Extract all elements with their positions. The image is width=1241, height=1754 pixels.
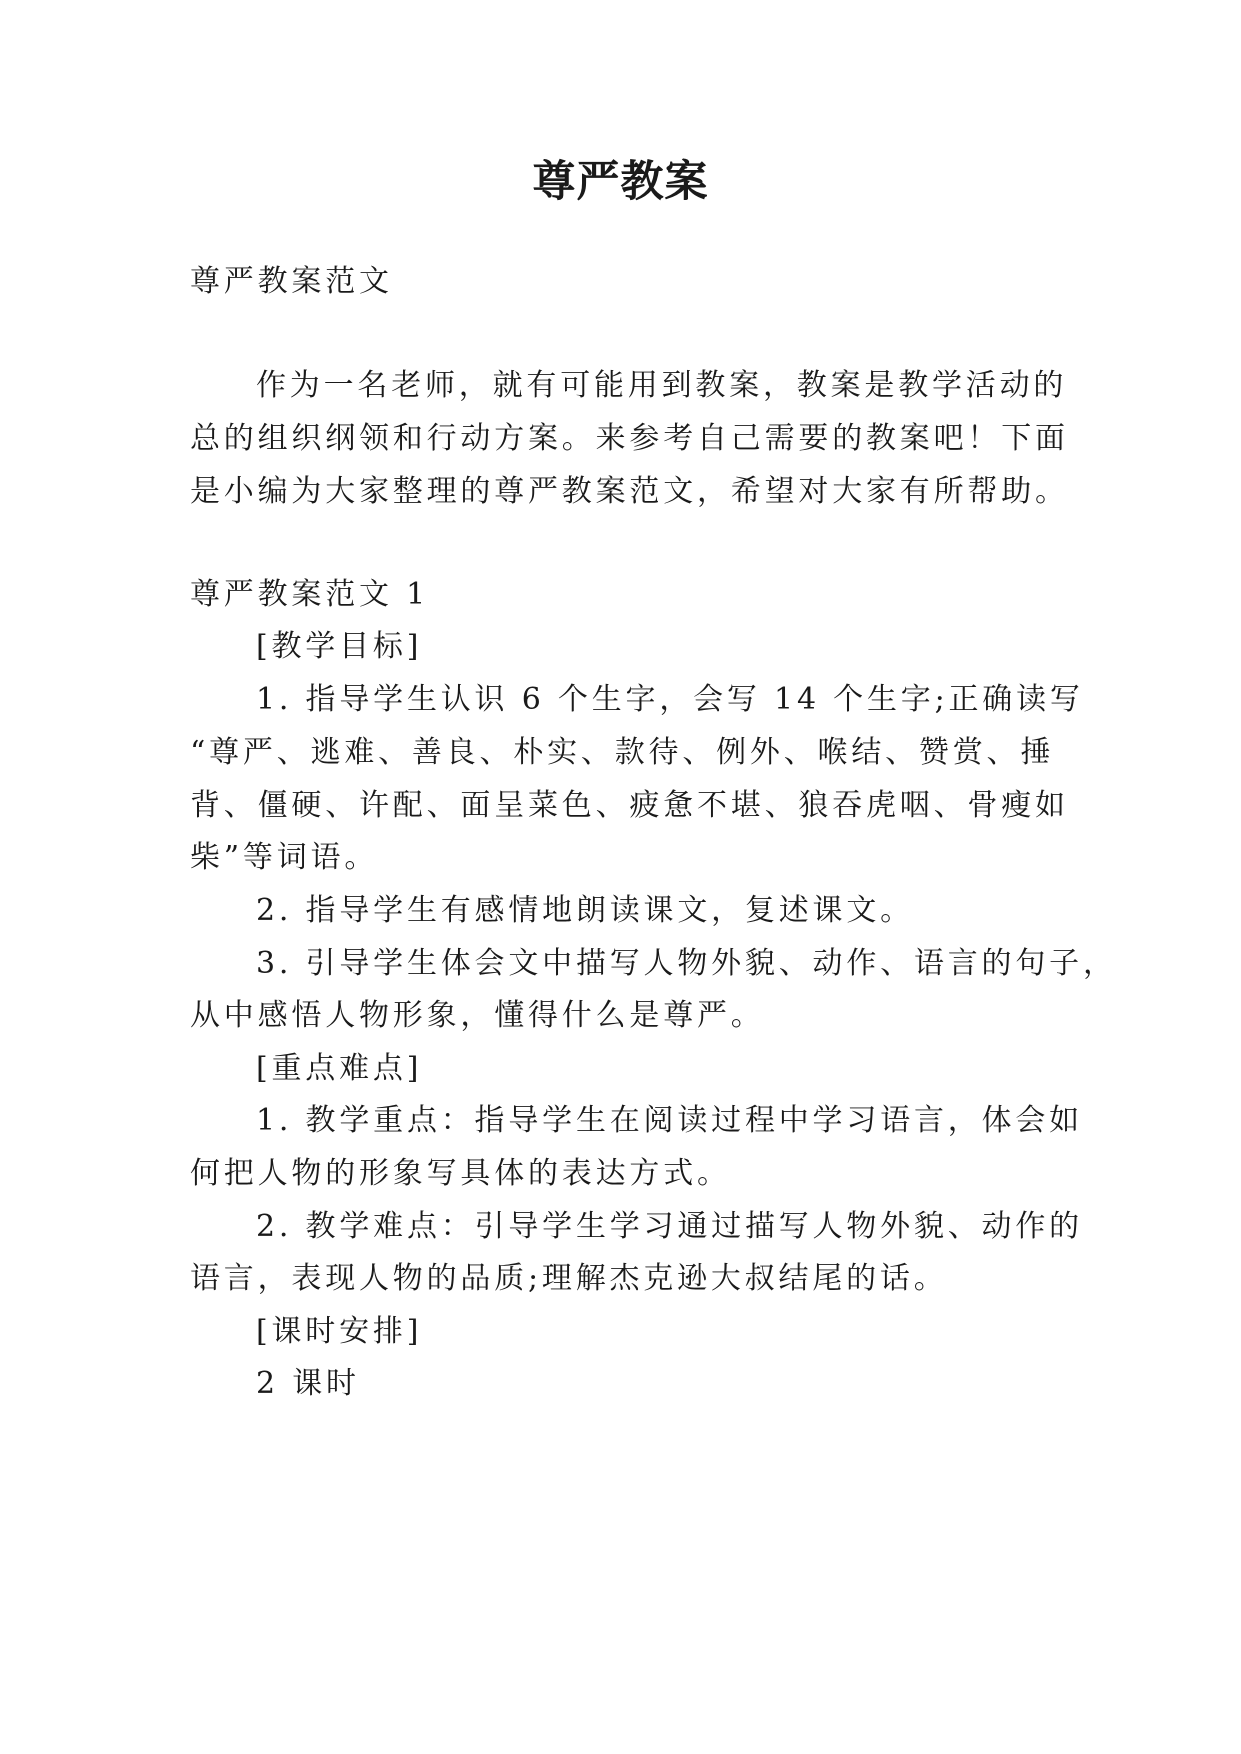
intro-line-1: 作为一名老师，就有可能用到教案，教案是教学活动的 (256, 368, 1068, 403)
objective-1-line-2: “尊严、逃难、善良、朴实、款待、例外、喉结、赞赏、捶 (190, 735, 1055, 770)
keypoints-heading: [重点难点] (256, 1051, 423, 1086)
objective-2: 2. 指导学生有感情地朗读课文，复述课文。 (256, 893, 914, 928)
objectives-heading: [教学目标] (256, 629, 423, 664)
keypoint-2-line-1: 2. 教学难点：引导学生学习通过描写人物外貌、动作的 (256, 1209, 1083, 1244)
keypoint-2-line-2: 语言，表现人物的品质;理解杰克逊大叔结尾的话。 (190, 1261, 948, 1296)
intro-line-3: 是小编为大家整理的尊严教案范文，希望对大家有所帮助。 (190, 474, 1069, 509)
keypoint-1-line-1: 1. 教学重点：指导学生在阅读过程中学习语言，体会如 (256, 1103, 1083, 1138)
objective-3-line-2: 从中感悟人物形象，懂得什么是尊严。 (190, 998, 765, 1033)
document-title: 尊严教案 (532, 157, 709, 207)
intro-line-2: 总的组织纲领和行动方案。来参考自己需要的教案吧！下面 (190, 421, 1069, 456)
objective-3-line-1: 3. 引导学生体会文中描写人物外貌、动作、语言的句子， (256, 946, 1117, 981)
objective-1-line-4: 柴”等词语。 (190, 840, 379, 875)
objective-1-line-3: 背、僵硬、许配、面呈菜色、疲惫不堪、狼吞虎咽、骨瘦如 (190, 788, 1069, 823)
schedule-value: 2 课时 (256, 1366, 360, 1401)
document-subtitle: 尊严教案范文 (190, 264, 393, 299)
section-heading: 尊严教案范文 1 (190, 577, 430, 612)
keypoint-1-line-2: 何把人物的形象写具体的表达方式。 (190, 1156, 731, 1191)
schedule-heading: [课时安排] (256, 1314, 423, 1349)
objective-1-line-1: 1. 指导学生认识 6 个生字，会写 14 个生字;正确读写 (256, 682, 1084, 717)
